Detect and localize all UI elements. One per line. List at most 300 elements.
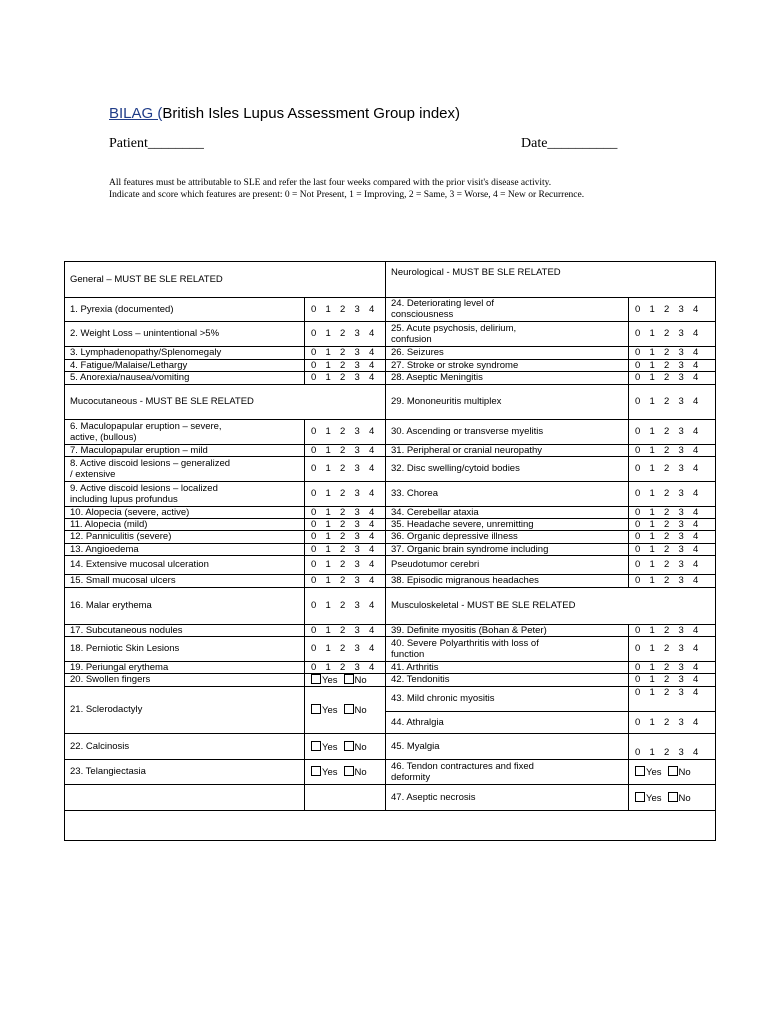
item-label-line: 31. Peripheral or cranial neuropathy	[391, 445, 543, 456]
score-option-4[interactable]: 4	[693, 747, 699, 758]
score-scale[interactable]	[635, 531, 715, 542]
score-option-3[interactable]: 3	[678, 687, 684, 698]
score-option-3[interactable]: 3	[678, 544, 684, 555]
score-scale[interactable]	[635, 747, 715, 758]
score-option-2[interactable]: 2	[340, 445, 346, 456]
score-option-2[interactable]: 2	[664, 575, 670, 586]
score-option-2[interactable]: 2	[340, 544, 346, 555]
score-option-2[interactable]: 2	[340, 463, 346, 474]
score-scale[interactable]	[311, 304, 391, 315]
table-gridline	[385, 784, 716, 785]
score-option-3[interactable]: 3	[678, 507, 684, 518]
score-option-2[interactable]: 2	[340, 360, 346, 371]
score-option-3[interactable]: 3	[678, 445, 684, 456]
score-option-3[interactable]: 3	[678, 396, 684, 407]
score-option-0[interactable]: 0	[311, 600, 317, 611]
item-row-11	[70, 519, 147, 530]
score-option-2[interactable]: 2	[340, 347, 346, 358]
score-option-3[interactable]: 3	[354, 643, 360, 654]
score-option-2[interactable]: 2	[664, 643, 670, 654]
score-option-4[interactable]: 4	[693, 396, 699, 407]
score-scale[interactable]	[635, 687, 715, 698]
score-option-4[interactable]: 4	[369, 328, 375, 339]
yes-option[interactable]	[311, 675, 338, 686]
score-option-1[interactable]: 1	[649, 396, 655, 407]
score-option-2[interactable]: 2	[664, 463, 670, 474]
section-header-general: General – MUST BE SLE RELATED	[70, 274, 223, 285]
score-option-0[interactable]: 0	[635, 544, 641, 555]
score-option-1[interactable]: 1	[649, 372, 655, 383]
yes-option[interactable]	[311, 742, 338, 753]
table-gridline	[628, 456, 629, 482]
score-option-1[interactable]: 1	[649, 488, 655, 499]
score-scale[interactable]	[635, 426, 715, 437]
score-option-1[interactable]: 1	[649, 717, 655, 728]
score-option-3[interactable]: 3	[678, 575, 684, 586]
score-option-0[interactable]: 0	[635, 360, 641, 371]
score-scale[interactable]	[635, 396, 715, 407]
no-checkbox[interactable]	[668, 792, 678, 802]
score-option-3[interactable]: 3	[354, 360, 360, 371]
score-scale[interactable]	[635, 347, 715, 358]
score-option-3[interactable]: 3	[678, 625, 684, 636]
score-option-1[interactable]: 1	[649, 625, 655, 636]
score-option-1[interactable]: 1	[325, 372, 331, 383]
score-option-4[interactable]: 4	[369, 559, 375, 570]
score-scale[interactable]	[311, 347, 391, 358]
score-option-3[interactable]: 3	[678, 559, 684, 570]
score-option-3[interactable]: 3	[678, 662, 684, 673]
score-option-3[interactable]: 3	[354, 347, 360, 358]
score-option-3[interactable]: 3	[354, 372, 360, 383]
score-option-4[interactable]: 4	[369, 347, 375, 358]
score-option-4[interactable]: 4	[693, 559, 699, 570]
score-option-1[interactable]: 1	[649, 662, 655, 673]
score-option-4[interactable]: 4	[693, 687, 699, 698]
score-option-0[interactable]: 0	[635, 747, 641, 758]
score-scale[interactable]	[311, 662, 391, 673]
score-option-0[interactable]: 0	[311, 426, 317, 437]
score-option-3[interactable]: 3	[354, 463, 360, 474]
score-option-4[interactable]: 4	[693, 463, 699, 474]
item-label-line: 36. Organic depressive illness	[391, 531, 518, 542]
item-row-15	[70, 575, 176, 586]
yes-checkbox[interactable]	[311, 766, 321, 776]
score-option-0[interactable]: 0	[635, 625, 641, 636]
score-option-2[interactable]: 2	[664, 662, 670, 673]
score-scale[interactable]	[635, 372, 715, 383]
table-gridline	[304, 346, 305, 360]
no-checkbox[interactable]	[344, 704, 354, 714]
score-option-2[interactable]: 2	[664, 507, 670, 518]
score-option-1[interactable]: 1	[325, 507, 331, 518]
score-option-3[interactable]: 3	[678, 717, 684, 728]
score-option-3[interactable]: 3	[354, 488, 360, 499]
score-option-1[interactable]: 1	[649, 519, 655, 530]
score-option-1[interactable]: 1	[325, 544, 331, 555]
score-option-2[interactable]: 2	[664, 625, 670, 636]
score-option-4[interactable]: 4	[693, 717, 699, 728]
score-scale[interactable]	[635, 575, 715, 586]
score-option-2[interactable]: 2	[664, 372, 670, 383]
score-option-4[interactable]: 4	[693, 575, 699, 586]
score-option-2[interactable]: 2	[664, 360, 670, 371]
score-option-2[interactable]: 2	[664, 347, 670, 358]
score-scale[interactable]	[635, 559, 715, 570]
score-option-3[interactable]: 3	[678, 328, 684, 339]
yes-checkbox[interactable]	[311, 741, 321, 751]
score-option-0[interactable]: 0	[635, 519, 641, 530]
score-option-3[interactable]: 3	[678, 426, 684, 437]
score-option-0[interactable]: 0	[311, 531, 317, 542]
score-option-0[interactable]: 0	[635, 396, 641, 407]
score-scale[interactable]	[311, 519, 391, 530]
score-option-4[interactable]: 4	[369, 372, 375, 383]
table-border-left	[64, 261, 65, 841]
yes-option[interactable]	[311, 705, 338, 716]
score-option-3[interactable]: 3	[678, 674, 684, 685]
score-option-0[interactable]: 0	[311, 643, 317, 654]
score-option-4[interactable]: 4	[693, 674, 699, 685]
score-option-0[interactable]: 0	[311, 575, 317, 586]
score-option-1[interactable]: 1	[649, 360, 655, 371]
score-scale[interactable]	[635, 662, 715, 673]
score-option-0[interactable]: 0	[635, 575, 641, 586]
score-option-4[interactable]: 4	[369, 519, 375, 530]
score-option-1[interactable]: 1	[325, 662, 331, 673]
score-scale[interactable]	[635, 674, 715, 685]
score-option-0[interactable]: 0	[311, 662, 317, 673]
score-option-4[interactable]: 4	[693, 531, 699, 542]
score-scale[interactable]	[635, 643, 715, 654]
no-checkbox[interactable]	[344, 674, 354, 684]
score-option-1[interactable]: 1	[325, 488, 331, 499]
score-option-2[interactable]: 2	[664, 426, 670, 437]
score-option-2[interactable]: 2	[664, 674, 670, 685]
score-option-3[interactable]: 3	[678, 304, 684, 315]
no-option[interactable]	[344, 742, 367, 753]
score-option-1[interactable]: 1	[325, 600, 331, 611]
score-option-1[interactable]: 1	[649, 531, 655, 542]
score-option-0[interactable]: 0	[311, 544, 317, 555]
score-option-3[interactable]: 3	[354, 600, 360, 611]
score-option-2[interactable]: 2	[340, 575, 346, 586]
yes-option[interactable]	[311, 767, 338, 778]
score-option-4[interactable]: 4	[693, 372, 699, 383]
score-option-3[interactable]: 3	[678, 372, 684, 383]
score-option-2[interactable]: 2	[664, 687, 670, 698]
score-option-0[interactable]: 0	[635, 488, 641, 499]
item-label-line: 25. Acute psychosis, delirium,	[391, 323, 517, 334]
score-option-1[interactable]: 1	[649, 687, 655, 698]
table-gridline	[385, 456, 716, 457]
score-option-0[interactable]: 0	[635, 304, 641, 315]
item-row-7	[70, 445, 208, 456]
score-scale[interactable]	[635, 544, 715, 555]
score-option-0[interactable]: 0	[635, 507, 641, 518]
score-option-1[interactable]: 1	[649, 747, 655, 758]
score-option-3[interactable]: 3	[678, 519, 684, 530]
score-option-4[interactable]: 4	[693, 426, 699, 437]
item-row-42	[391, 662, 439, 673]
yes-checkbox[interactable]	[311, 704, 321, 714]
score-scale[interactable]	[311, 488, 391, 499]
score-option-4[interactable]: 4	[369, 544, 375, 555]
score-option-1[interactable]: 1	[325, 531, 331, 542]
no-option[interactable]	[344, 767, 367, 778]
score-option-4[interactable]: 4	[693, 347, 699, 358]
score-option-1[interactable]: 1	[649, 507, 655, 518]
no-option[interactable]	[668, 793, 691, 804]
item-label-line: 8. Active discoid lesions – generalized	[70, 458, 231, 469]
score-option-3[interactable]: 3	[678, 643, 684, 654]
score-option-2[interactable]: 2	[340, 559, 346, 570]
score-option-2[interactable]: 2	[340, 488, 346, 499]
score-option-2[interactable]: 2	[664, 531, 670, 542]
score-scale[interactable]	[311, 559, 391, 570]
score-option-1[interactable]: 1	[325, 643, 331, 654]
score-scale[interactable]	[311, 531, 391, 542]
score-option-4[interactable]: 4	[693, 662, 699, 673]
score-option-1[interactable]: 1	[649, 544, 655, 555]
score-option-2[interactable]: 2	[340, 643, 346, 654]
no-option[interactable]	[344, 705, 367, 716]
item-row-36	[391, 531, 518, 542]
score-option-2[interactable]: 2	[664, 488, 670, 499]
score-option-3[interactable]: 3	[354, 662, 360, 673]
score-option-0[interactable]: 0	[635, 662, 641, 673]
score-option-3[interactable]: 3	[354, 559, 360, 570]
score-option-3[interactable]: 3	[354, 304, 360, 315]
score-scale[interactable]	[311, 507, 391, 518]
score-scale[interactable]	[635, 625, 715, 636]
score-option-1[interactable]: 1	[325, 519, 331, 530]
score-scale[interactable]	[311, 600, 391, 611]
yes-checkbox[interactable]	[635, 792, 645, 802]
score-option-4[interactable]: 4	[693, 328, 699, 339]
score-option-4[interactable]: 4	[693, 643, 699, 654]
score-option-1[interactable]: 1	[649, 426, 655, 437]
score-option-0[interactable]: 0	[635, 559, 641, 570]
score-option-4[interactable]: 4	[369, 575, 375, 586]
score-option-4[interactable]: 4	[693, 360, 699, 371]
score-option-2[interactable]: 2	[664, 544, 670, 555]
item-label-line: 43. Mild chronic myositis	[391, 693, 495, 704]
score-scale[interactable]	[311, 445, 391, 456]
score-option-1[interactable]: 1	[325, 304, 331, 315]
score-option-2[interactable]: 2	[664, 717, 670, 728]
score-option-2[interactable]: 2	[340, 600, 346, 611]
score-option-0[interactable]: 0	[311, 304, 317, 315]
table-gridline	[628, 481, 629, 507]
score-option-1[interactable]: 1	[649, 559, 655, 570]
score-option-0[interactable]: 0	[311, 559, 317, 570]
score-scale[interactable]	[635, 463, 715, 474]
score-option-1[interactable]: 1	[649, 445, 655, 456]
score-scale[interactable]	[635, 445, 715, 456]
score-option-4[interactable]: 4	[369, 426, 375, 437]
score-option-2[interactable]: 2	[664, 445, 670, 456]
score-option-0[interactable]: 0	[311, 625, 317, 636]
score-option-3[interactable]: 3	[678, 531, 684, 542]
score-scale[interactable]	[311, 463, 391, 474]
score-option-4[interactable]: 4	[693, 507, 699, 518]
score-option-2[interactable]: 2	[664, 519, 670, 530]
score-option-1[interactable]: 1	[649, 347, 655, 358]
score-option-1[interactable]: 1	[649, 643, 655, 654]
score-option-4[interactable]: 4	[693, 625, 699, 636]
table-gridline	[304, 587, 305, 625]
score-option-3[interactable]: 3	[678, 360, 684, 371]
score-option-3[interactable]: 3	[354, 544, 360, 555]
score-option-4[interactable]: 4	[369, 488, 375, 499]
score-option-1[interactable]: 1	[325, 426, 331, 437]
score-option-4[interactable]: 4	[693, 519, 699, 530]
score-option-3[interactable]: 3	[678, 488, 684, 499]
score-option-2[interactable]: 2	[340, 507, 346, 518]
score-option-2[interactable]: 2	[664, 328, 670, 339]
score-option-4[interactable]: 4	[369, 643, 375, 654]
score-option-0[interactable]: 0	[311, 507, 317, 518]
score-option-0[interactable]: 0	[311, 360, 317, 371]
no-checkbox[interactable]	[668, 766, 678, 776]
score-option-4[interactable]: 4	[693, 544, 699, 555]
score-option-2[interactable]: 2	[340, 662, 346, 673]
score-option-1[interactable]: 1	[649, 304, 655, 315]
score-option-3[interactable]: 3	[354, 507, 360, 518]
yes-option[interactable]	[635, 793, 662, 804]
no-option[interactable]	[344, 675, 367, 686]
yes-option[interactable]	[635, 767, 662, 778]
score-option-3[interactable]: 3	[354, 519, 360, 530]
score-scale[interactable]	[311, 328, 391, 339]
score-option-1[interactable]: 1	[649, 575, 655, 586]
score-option-3[interactable]: 3	[354, 328, 360, 339]
yes-checkbox[interactable]	[311, 674, 321, 684]
score-option-3[interactable]: 3	[354, 426, 360, 437]
table-gridline	[628, 784, 629, 811]
score-option-0[interactable]: 0	[311, 463, 317, 474]
score-scale[interactable]	[311, 426, 391, 437]
score-option-4[interactable]: 4	[369, 463, 375, 474]
score-option-0[interactable]: 0	[635, 687, 641, 698]
score-option-2[interactable]: 2	[664, 559, 670, 570]
score-option-4[interactable]: 4	[693, 445, 699, 456]
score-option-0[interactable]: 0	[635, 372, 641, 383]
score-option-1[interactable]: 1	[325, 445, 331, 456]
score-scale[interactable]	[311, 625, 391, 636]
score-option-3[interactable]: 3	[354, 575, 360, 586]
score-option-3[interactable]: 3	[354, 625, 360, 636]
score-option-4[interactable]: 4	[693, 488, 699, 499]
score-option-0[interactable]: 0	[311, 445, 317, 456]
score-option-1[interactable]: 1	[325, 328, 331, 339]
score-option-0[interactable]: 0	[635, 445, 641, 456]
score-option-0[interactable]: 0	[311, 328, 317, 339]
score-option-1[interactable]: 1	[649, 463, 655, 474]
score-option-1[interactable]: 1	[325, 559, 331, 570]
score-option-4[interactable]: 4	[369, 304, 375, 315]
score-option-4[interactable]: 4	[369, 531, 375, 542]
table-gridline	[304, 371, 305, 385]
item-label-line: confusion	[391, 334, 432, 345]
score-scale[interactable]	[635, 360, 715, 371]
score-option-2[interactable]: 2	[340, 426, 346, 437]
no-option[interactable]	[668, 767, 691, 778]
score-option-0[interactable]: 0	[311, 488, 317, 499]
score-scale[interactable]	[311, 544, 391, 555]
score-option-1[interactable]: 1	[325, 625, 331, 636]
item-row-30	[391, 426, 543, 437]
score-option-3[interactable]: 3	[678, 463, 684, 474]
score-option-0[interactable]: 0	[635, 674, 641, 685]
score-option-3[interactable]: 3	[678, 747, 684, 758]
score-scale[interactable]	[311, 360, 391, 371]
score-scale[interactable]	[635, 519, 715, 530]
score-option-0[interactable]: 0	[635, 643, 641, 654]
score-scale[interactable]	[311, 643, 391, 654]
score-option-4[interactable]: 4	[369, 507, 375, 518]
no-checkbox[interactable]	[344, 766, 354, 776]
score-option-0[interactable]: 0	[635, 463, 641, 474]
score-option-2[interactable]: 2	[664, 304, 670, 315]
score-option-1[interactable]: 1	[325, 463, 331, 474]
score-option-3[interactable]: 3	[354, 531, 360, 542]
score-option-1[interactable]: 1	[325, 360, 331, 371]
score-option-0[interactable]: 0	[311, 519, 317, 530]
score-scale[interactable]	[635, 488, 715, 499]
score-option-2[interactable]: 2	[664, 396, 670, 407]
score-option-1[interactable]: 1	[325, 575, 331, 586]
no-checkbox[interactable]	[344, 741, 354, 751]
score-option-2[interactable]: 2	[340, 328, 346, 339]
score-option-2[interactable]: 2	[664, 747, 670, 758]
table-gridline	[628, 419, 629, 445]
score-option-4[interactable]: 4	[369, 662, 375, 673]
score-option-4[interactable]: 4	[369, 600, 375, 611]
score-option-4[interactable]: 4	[369, 445, 375, 456]
score-option-2[interactable]: 2	[340, 531, 346, 542]
score-option-4[interactable]: 4	[369, 360, 375, 371]
score-option-0[interactable]: 0	[635, 426, 641, 437]
score-option-0[interactable]: 0	[311, 372, 317, 383]
score-option-0[interactable]: 0	[635, 347, 641, 358]
score-option-2[interactable]: 2	[340, 519, 346, 530]
score-scale[interactable]	[635, 328, 715, 339]
score-scale[interactable]	[635, 304, 715, 315]
score-scale[interactable]	[635, 507, 715, 518]
yes-no-options	[311, 674, 367, 686]
score-scale[interactable]	[311, 575, 391, 586]
score-option-1[interactable]: 1	[649, 674, 655, 685]
score-scale[interactable]	[311, 372, 391, 383]
score-option-2[interactable]: 2	[340, 372, 346, 383]
score-option-4[interactable]: 4	[693, 304, 699, 315]
score-option-0[interactable]: 0	[635, 328, 641, 339]
score-option-3[interactable]: 3	[354, 445, 360, 456]
score-option-4[interactable]: 4	[369, 625, 375, 636]
score-option-2[interactable]: 2	[340, 625, 346, 636]
score-option-3[interactable]: 3	[678, 347, 684, 358]
score-scale[interactable]	[635, 717, 715, 728]
score-option-0[interactable]: 0	[635, 717, 641, 728]
score-option-1[interactable]: 1	[649, 328, 655, 339]
yes-checkbox[interactable]	[635, 766, 645, 776]
score-option-0[interactable]: 0	[635, 531, 641, 542]
score-option-2[interactable]: 2	[340, 304, 346, 315]
score-option-0[interactable]: 0	[311, 347, 317, 358]
score-option-1[interactable]: 1	[325, 347, 331, 358]
